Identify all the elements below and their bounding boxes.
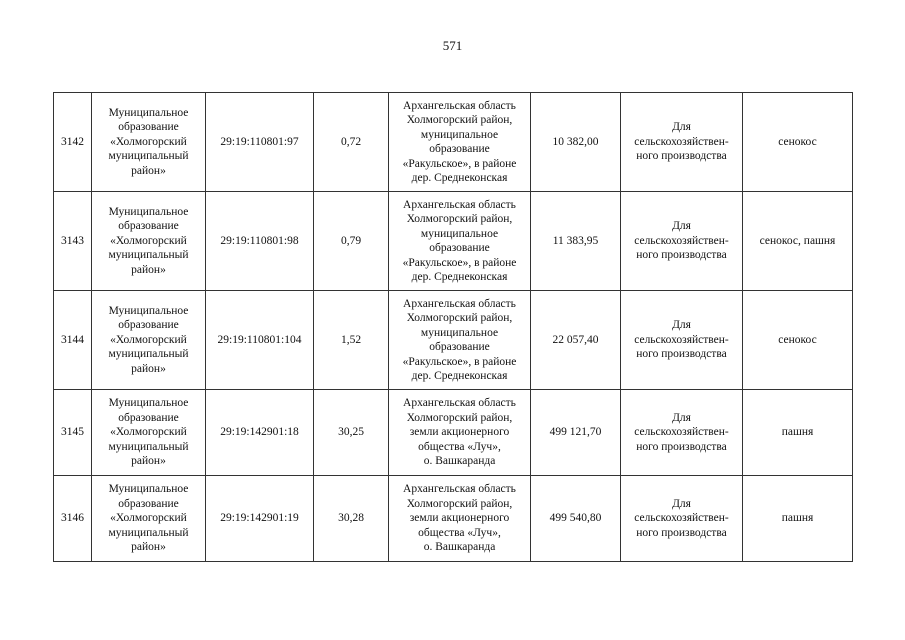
cadastral-value-cell: 11 383,95 [531,192,621,291]
table-row [54,476,853,562]
cadastral-value-cell: 22 057,40 [531,291,621,390]
land-plots-table [53,92,853,562]
area-cell: 1,52 [314,291,389,390]
row-number-cell: 3145 [54,390,92,476]
land-category-cell: Для сельскохозяйствен- ного производства [621,476,743,562]
owner-cell: Муниципальное образование «Холмогорский муниципальный район» [92,93,206,192]
land-usage-cell: пашня [743,476,853,562]
area-cell: 0,79 [314,192,389,291]
land-usage-cell: пашня [743,390,853,476]
table-row [54,291,853,390]
area-cell: 30,25 [314,390,389,476]
land-usage-cell: сенокос [743,93,853,192]
area-cell: 0,72 [314,93,389,192]
row-number-cell: 3142 [54,93,92,192]
cadastral-number-cell: 29:19:110801:98 [206,192,314,291]
table-row [54,93,853,192]
row-number-cell: 3144 [54,291,92,390]
row-number-cell: 3146 [54,476,92,562]
location-cell: Архангельская область Холмогорский район, земли акционерного общества «Луч», о. Вашкаранда [389,476,531,562]
owner-cell: Муниципальное образование «Холмогорский муниципальный район» [92,291,206,390]
location-cell: Архангельская область Холмогорский район, муниципальное образование «Ракульское», в районе дер. Среднеконская [389,93,531,192]
land-category-cell: Для сельскохозяйствен- ного производства [621,390,743,476]
owner-cell: Муниципальное образование «Холмогорский муниципальный район» [92,476,206,562]
land-usage-cell: сенокос, пашня [743,192,853,291]
cadastral-value-cell: 499 121,70 [531,390,621,476]
cadastral-number-cell: 29:19:110801:97 [206,93,314,192]
cadastral-number-cell: 29:19:142901:18 [206,390,314,476]
land-category-cell: Для сельскохозяйствен- ного производства [621,93,743,192]
owner-cell: Муниципальное образование «Холмогорский муниципальный район» [92,192,206,291]
row-number-cell: 3143 [54,192,92,291]
location-cell: Архангельская область Холмогорский район, муниципальное образование «Ракульское», в районе дер. Среднеконская [389,192,531,291]
table-row [54,390,853,476]
cadastral-number-cell: 29:19:110801:104 [206,291,314,390]
cadastral-value-cell: 10 382,00 [531,93,621,192]
table-row [54,192,853,291]
cadastral-number-cell: 29:19:142901:19 [206,476,314,562]
owner-cell: Муниципальное образование «Холмогорский муниципальный район» [92,390,206,476]
location-cell: Архангельская область Холмогорский район, муниципальное образование «Ракульское», в районе дер. Среднеконская [389,291,531,390]
cadastral-value-cell: 499 540,80 [531,476,621,562]
land-category-cell: Для сельскохозяйствен- ного производства [621,192,743,291]
land-category-cell: Для сельскохозяйствен- ного производства [621,291,743,390]
location-cell: Архангельская область Холмогорский район, земли акционерного общества «Луч», о. Вашкаранда [389,390,531,476]
land-usage-cell: сенокос [743,291,853,390]
page-number: 571 [442,38,463,53]
area-cell: 30,28 [314,476,389,562]
